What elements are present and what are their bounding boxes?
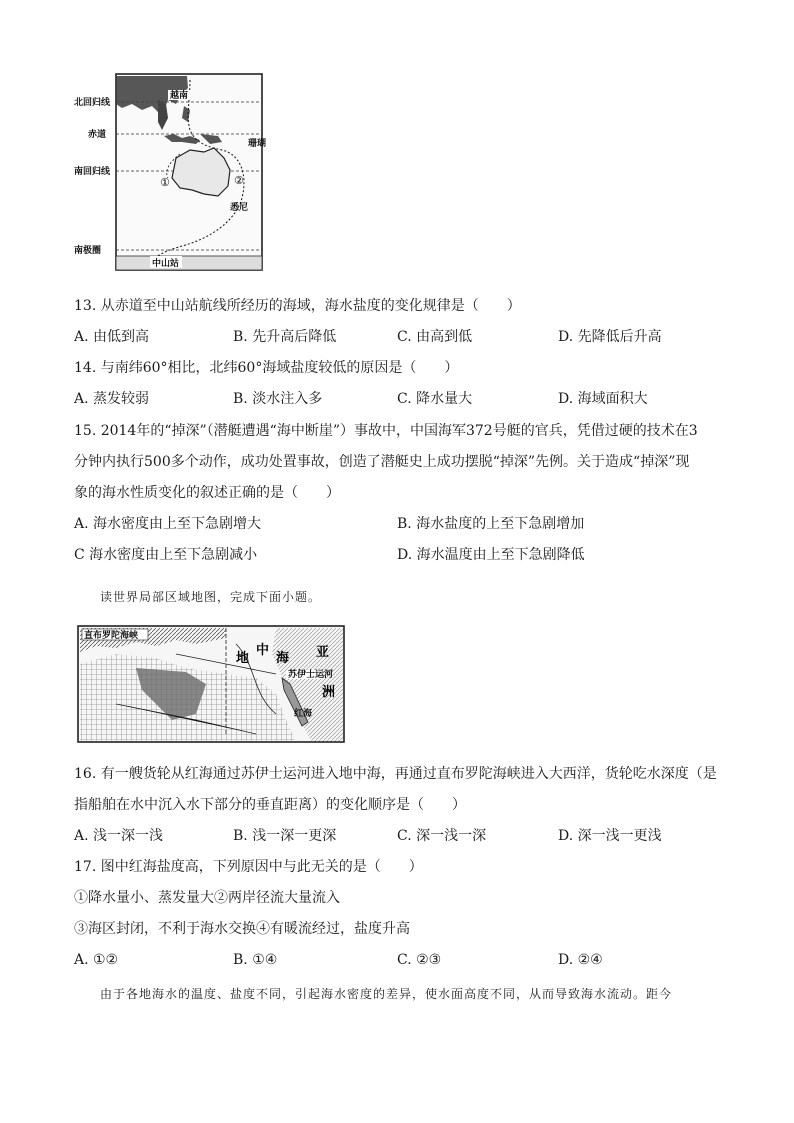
label-zhongshan-station: 中山站	[152, 259, 180, 269]
intro-read-map: 读世界局部区域地图，完成下面小题。	[100, 590, 322, 604]
q16-option-b[interactable]: B. 浅一深一更深	[233, 828, 337, 844]
q15-stem-line-2: 分钟内执行500多个动作，成功处置事故，创造了潜艇史上成功摆脱“掉深”先例。关于造成“掉深”现	[74, 454, 690, 470]
q13-option-b[interactable]: B. 先升高后降低	[233, 329, 337, 345]
label-sydney: 悉尼	[230, 203, 249, 213]
label-vietnam: 越南	[170, 91, 189, 101]
q15-option-b[interactable]: B. 海水盐度的上至下急剧增加	[397, 516, 585, 532]
route-map-figure	[72, 70, 268, 276]
marker-2: ②	[234, 174, 244, 187]
lat-label-equator: 赤道	[88, 130, 107, 140]
q16-stem-line-1: 16. 有一艘货轮从红海通过苏伊士运河进入地中海，再通过直布罗陀海峡进入大西洋，货轮吃水深度（是	[74, 766, 717, 782]
q15-option-d[interactable]: D. 海水温度由上至下急剧降低	[397, 547, 585, 563]
antarctica	[116, 256, 262, 270]
label-hai: 海	[276, 651, 290, 666]
label-di: 地	[236, 651, 250, 666]
label-coral: 珊瑚	[248, 139, 267, 149]
label-zhong: 中	[256, 643, 270, 658]
q17-option-c[interactable]: C. ②③	[397, 952, 442, 968]
q17-stem: 17. 图中红海盐度高，下列原因中与此无关的是（ ）	[74, 859, 423, 875]
q14-option-d[interactable]: D. 海域面积大	[558, 391, 648, 407]
q17-option-d[interactable]: D. ②④	[558, 952, 603, 968]
label-zhou: 洲	[322, 685, 336, 700]
q14-option-c[interactable]: C. 降水量大	[397, 391, 473, 407]
q16-option-c[interactable]: C. 深一浅一深	[397, 828, 487, 844]
q13-option-a[interactable]: A. 由低到高	[74, 329, 150, 345]
q13-stem: 13. 从赤道至中山站航线所经历的海域，海水盐度的变化规律是（ ）	[74, 298, 521, 314]
q15-option-a[interactable]: A. 海水密度由上至下急剧增大	[74, 516, 262, 532]
q16-stem-line-2: 指船舶在水中沉入水下部分的垂直距离）的变化顺序是（ ）	[74, 797, 466, 813]
q14-option-b[interactable]: B. 淡水注入多	[233, 391, 323, 407]
q17-items-line-2: ③海区封闭，不利于海水交换④有暖流经过，盐度升高	[74, 921, 410, 937]
marker-1: ①	[160, 176, 170, 189]
lat-label-tropic-capricorn: 南回归线	[74, 167, 111, 177]
q17-items-line-1: ①降水量小、蒸发量大②两岸径流大量流入	[74, 890, 340, 906]
lat-label-antarctic-circle: 南极圈	[74, 246, 102, 256]
label-gibraltar: 直布罗陀海峡	[84, 631, 139, 641]
q15-option-c[interactable]: C 海水密度由上至下急剧减小	[74, 547, 258, 563]
q15-stem-line-3: 象的海水性质变化的叙述正确的是（ ）	[74, 485, 340, 501]
q17-option-a[interactable]: A. ①②	[74, 952, 119, 968]
lat-label-tropic-cancer: 北回归线	[74, 98, 111, 108]
label-ya: 亚	[316, 645, 330, 660]
q16-option-d[interactable]: D. 深一浅一更浅	[558, 828, 662, 844]
intro-density-passage: 由于各地海水的温度、盐度不同，引起海水密度的差异，使水面高度不同，从而导致海水流动。距今	[100, 987, 673, 1001]
q14-option-a[interactable]: A. 蒸发较弱	[74, 391, 150, 407]
mediterranean-map-figure	[76, 624, 348, 746]
q16-option-a[interactable]: A. 浅一深一浅	[74, 828, 164, 844]
q13-option-c[interactable]: C. 由高到低	[397, 329, 473, 345]
label-red-sea: 红海	[294, 709, 313, 719]
q14-stem: 14. 与南纬60°相比，北纬60°海域盐度较低的原因是（ ）	[74, 360, 459, 376]
q13-option-d[interactable]: D. 先降低后升高	[558, 329, 662, 345]
label-suez: 苏伊士运河	[288, 670, 334, 680]
q15-stem-line-1: 15. 2014年的“掉深”（潜艇遭遇“海中断崖”）事故中，中国海军372号艇的官兵，凭借过硬的技术在3	[74, 423, 698, 439]
q17-option-b[interactable]: B. ①④	[233, 952, 278, 968]
